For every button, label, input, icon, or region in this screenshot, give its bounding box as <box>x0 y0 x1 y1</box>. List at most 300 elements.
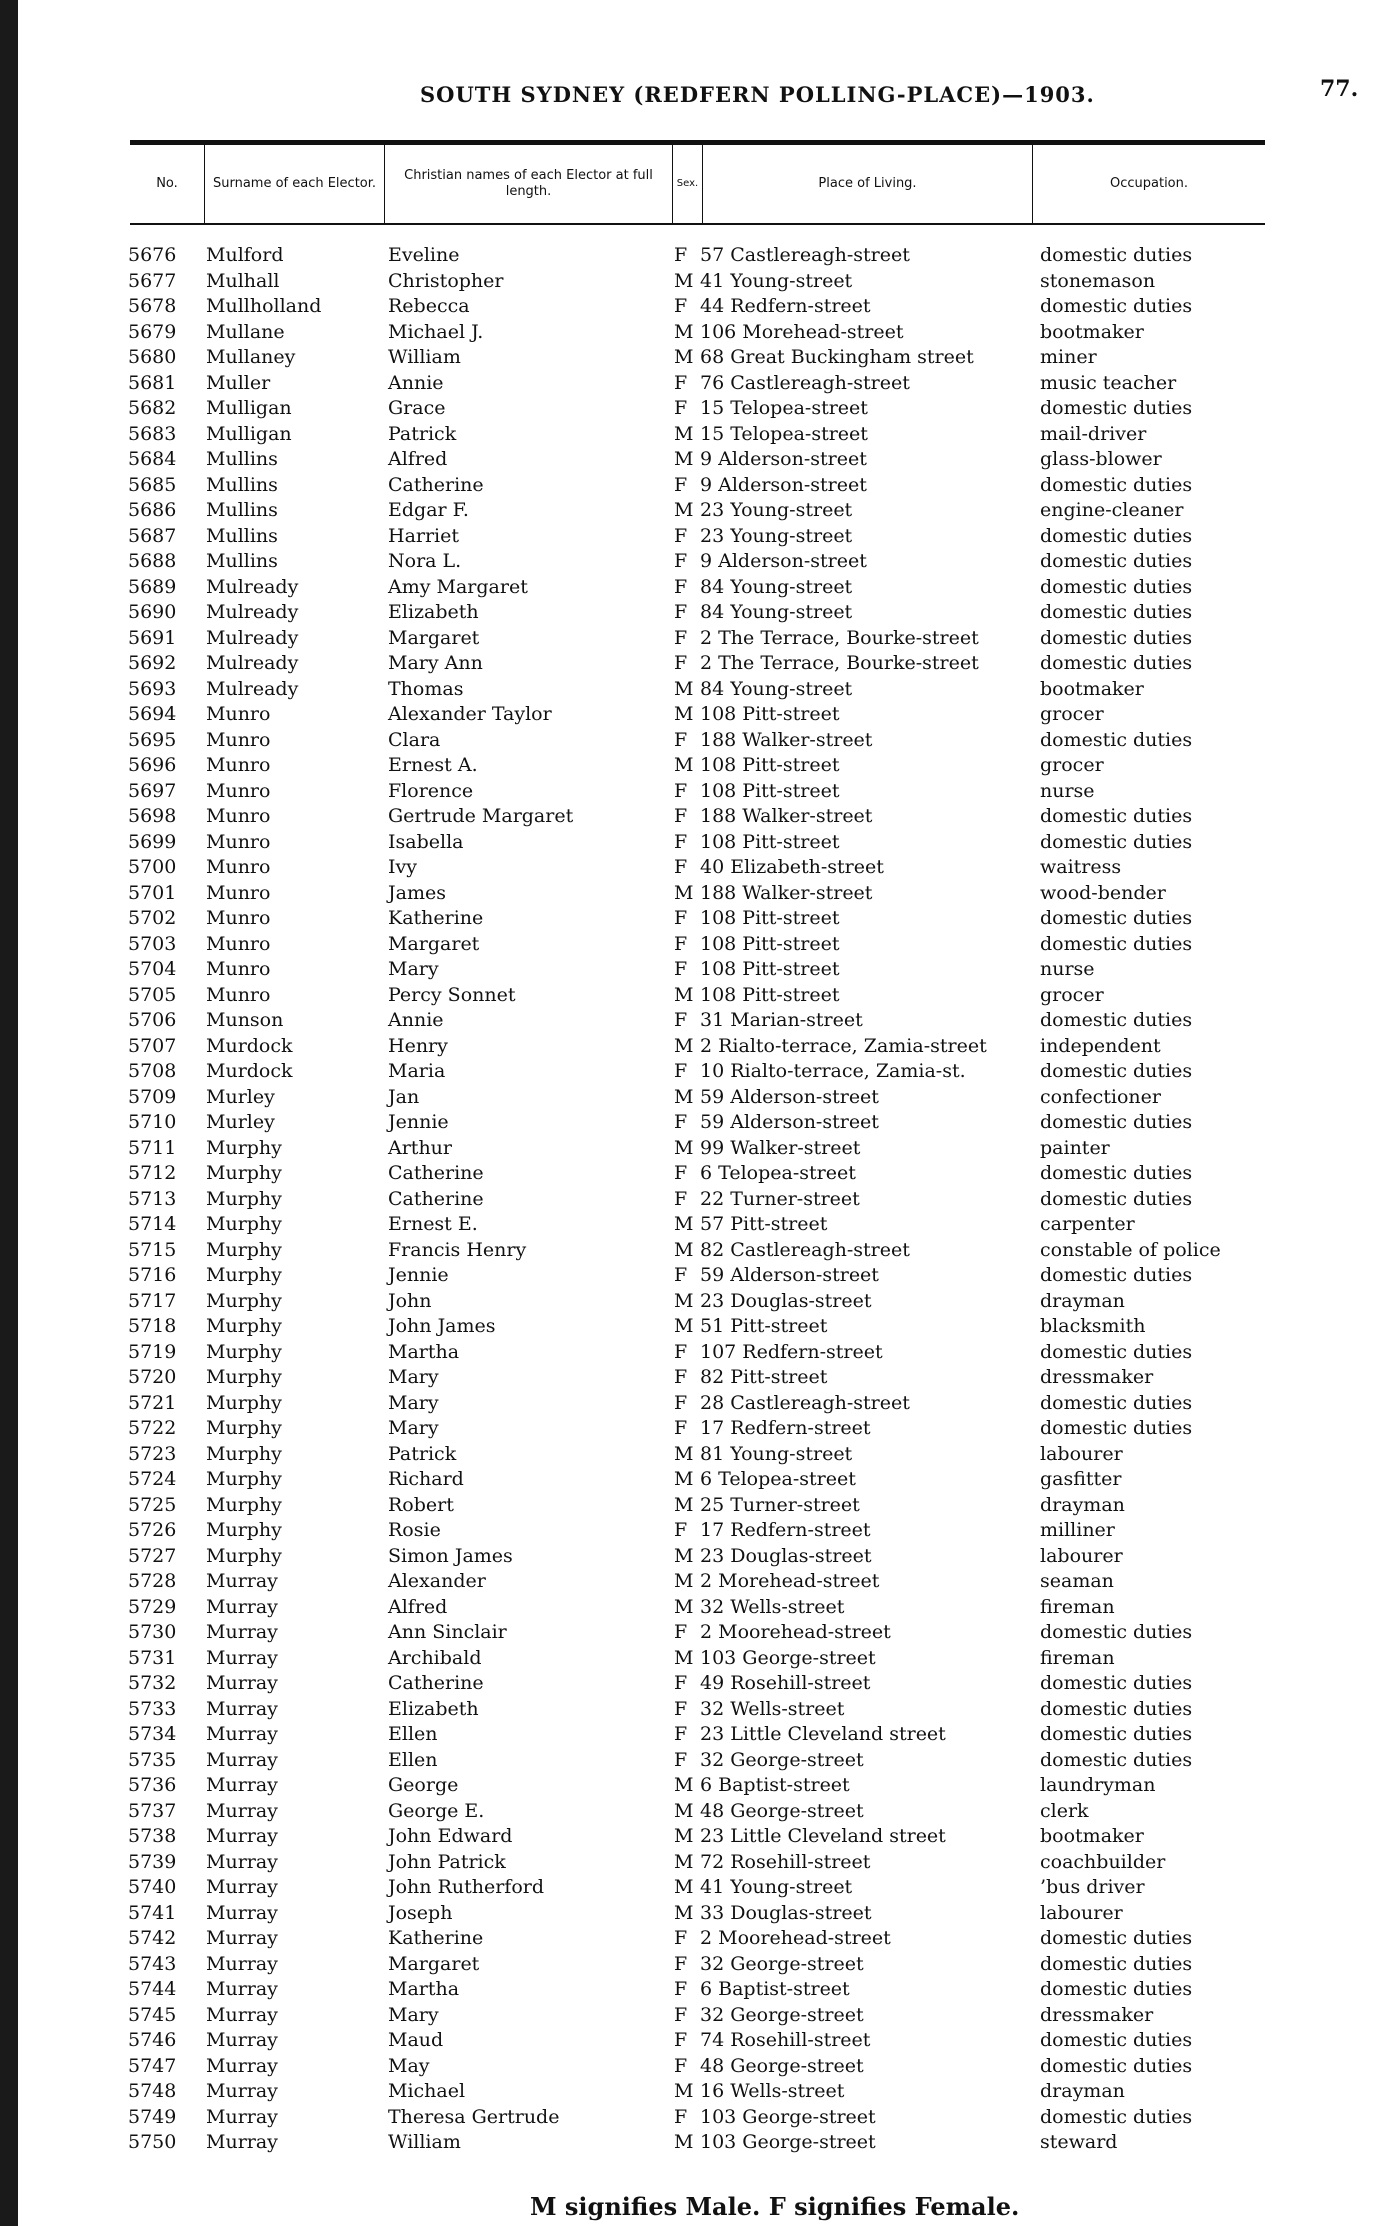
table-row <box>0 1723 1382 1749</box>
table-row <box>0 2106 1382 2132</box>
table-row <box>0 933 1382 959</box>
elector-place-of-living: 17 Redfern-street <box>700 1519 871 1541</box>
elector-number: 5737 <box>128 1799 177 1822</box>
elector-occupation: coachbuilder <box>1040 1850 1166 1873</box>
elector-occupation: domestic duties <box>1040 1723 1193 1745</box>
elector-surname: Murray <box>206 1978 278 2000</box>
elector-number: 5676 <box>128 244 177 266</box>
elector-place-of-living: 32 George-street <box>700 1952 864 1975</box>
elector-christian-names: Jennie <box>388 1111 449 1133</box>
elector-place-of-living: 81 Young-street <box>700 1442 853 1465</box>
elector-sex: F <box>674 371 688 394</box>
elector-number: 5730 <box>128 1621 177 1643</box>
elector-number: 5688 <box>128 550 177 572</box>
elector-surname: Murray <box>206 1825 278 1847</box>
elector-occupation: nurse <box>1040 779 1095 802</box>
elector-sex: M <box>674 346 694 368</box>
elector-christian-names: Patrick <box>388 422 457 445</box>
elector-sex: F <box>674 1978 688 2000</box>
elector-number: 5681 <box>128 371 177 394</box>
elector-surname: Mulready <box>206 626 299 649</box>
header-no: No. <box>130 145 205 223</box>
elector-occupation: domestic duties <box>1040 728 1193 751</box>
table-row <box>0 1188 1382 1214</box>
elector-number: 5692 <box>128 652 177 674</box>
elector-sex: M <box>674 881 694 904</box>
elector-christian-names: Ernest A. <box>388 754 478 776</box>
elector-sex: F <box>674 244 688 266</box>
elector-surname: Murphy <box>206 1264 282 1286</box>
table-row <box>0 703 1382 729</box>
table-row <box>0 1239 1382 1265</box>
table-row <box>0 1698 1382 1724</box>
elector-surname: Munro <box>206 703 271 725</box>
table-row <box>0 1545 1382 1571</box>
elector-place-of-living: 51 Pitt-street <box>700 1315 828 1337</box>
elector-surname: Murphy <box>206 1468 282 1490</box>
table-row <box>0 1953 1382 1979</box>
table-row <box>0 270 1382 296</box>
elector-occupation: domestic duties <box>1040 1621 1193 1643</box>
elector-christian-names: Richard <box>388 1468 464 1490</box>
table-row <box>0 1774 1382 1800</box>
elector-christian-names: May <box>388 2054 430 2077</box>
elector-sex: M <box>674 1213 694 1235</box>
elector-christian-names: Simon James <box>388 1544 513 1567</box>
table-row <box>0 1009 1382 1035</box>
elector-occupation: miner <box>1040 346 1097 368</box>
elector-number: 5741 <box>128 1901 177 1924</box>
table-row <box>0 2131 1382 2157</box>
elector-place-of-living: 23 Douglas-street <box>700 1544 872 1567</box>
elector-number: 5743 <box>128 1952 177 1975</box>
elector-number: 5739 <box>128 1850 177 1873</box>
elector-christian-names: Ann Sinclair <box>388 1621 507 1643</box>
elector-place-of-living: 57 Castlereagh-street <box>700 244 910 266</box>
elector-christian-names: Katherine <box>388 907 484 929</box>
elector-sex: F <box>674 2054 688 2077</box>
table-row <box>0 321 1382 347</box>
elector-occupation: domestic duties <box>1040 932 1193 955</box>
elector-sex: F <box>674 1162 688 1184</box>
table-row <box>0 499 1382 525</box>
elector-occupation: waitress <box>1040 856 1122 878</box>
elector-surname: Murray <box>206 1952 278 1975</box>
elector-roll <box>0 244 1382 2157</box>
elector-occupation: drayman <box>1040 2080 1125 2102</box>
elector-number: 5725 <box>128 1493 177 1516</box>
elector-surname: Murray <box>206 1876 278 1898</box>
header-sex: Sex. <box>673 145 703 223</box>
elector-christian-names: Amy Margaret <box>388 575 528 598</box>
elector-christian-names: Ernest E. <box>388 1213 478 1235</box>
table-row <box>0 1035 1382 1061</box>
table-row <box>0 1315 1382 1341</box>
elector-christian-names: Martha <box>388 1340 460 1363</box>
elector-christian-names: Henry <box>388 1034 448 1057</box>
elector-place-of-living: 103 George-street <box>700 2131 876 2153</box>
elector-christian-names: Harriet <box>388 524 460 547</box>
elector-number: 5694 <box>128 703 177 725</box>
elector-number: 5680 <box>128 346 177 368</box>
elector-number: 5732 <box>128 1672 177 1694</box>
elector-number: 5749 <box>128 2105 177 2128</box>
elector-sex: F <box>674 932 688 955</box>
elector-number: 5703 <box>128 932 177 955</box>
table-row <box>0 372 1382 398</box>
elector-christian-names: Alfred <box>388 1595 448 1618</box>
elector-number: 5734 <box>128 1723 177 1745</box>
table-row <box>0 1366 1382 1392</box>
elector-sex: M <box>674 2131 694 2153</box>
elector-place-of-living: 9 Alderson-street <box>700 473 867 496</box>
elector-occupation: blacksmith <box>1040 1315 1146 1337</box>
table-row <box>0 1876 1382 1902</box>
elector-christian-names: William <box>388 346 461 368</box>
elector-christian-names: Catherine <box>388 1672 484 1694</box>
table-row <box>0 1825 1382 1851</box>
elector-christian-names: Elizabeth <box>388 601 479 623</box>
elector-place-of-living: 2 Moorehead-street <box>700 1927 891 1949</box>
elector-christian-names: Percy Sonnet <box>388 983 516 1006</box>
elector-christian-names: Alfred <box>388 448 448 470</box>
elector-surname: Murphy <box>206 1289 282 1312</box>
elector-number: 5720 <box>128 1366 177 1388</box>
elector-christian-names: Annie <box>388 1009 444 1031</box>
elector-surname: Mullaney <box>206 346 296 368</box>
elector-occupation: milliner <box>1040 1519 1115 1541</box>
elector-surname: Munro <box>206 932 271 955</box>
elector-occupation: drayman <box>1040 1493 1125 1516</box>
table-row <box>0 295 1382 321</box>
elector-surname: Munson <box>206 1009 284 1031</box>
elector-sex: M <box>674 1595 694 1618</box>
elector-place-of-living: 9 Alderson-street <box>700 448 867 470</box>
elector-christian-names: Catherine <box>388 473 484 496</box>
elector-occupation: labourer <box>1040 1901 1123 1924</box>
elector-surname: Mullane <box>206 320 285 343</box>
elector-christian-names: Alexander <box>388 1570 486 1592</box>
table-row <box>0 831 1382 857</box>
table-row <box>0 678 1382 704</box>
elector-surname: Murray <box>206 1595 278 1618</box>
elector-place-of-living: 84 Young-street <box>700 677 853 700</box>
elector-surname: Murray <box>206 1697 278 1720</box>
elector-place-of-living: 68 Great Buckingham street <box>700 346 974 368</box>
elector-surname: Murray <box>206 2105 278 2128</box>
table-row <box>0 805 1382 831</box>
elector-christian-names: James <box>388 881 446 904</box>
elector-surname: Murphy <box>206 1366 282 1388</box>
elector-place-of-living: 33 Douglas-street <box>700 1901 872 1924</box>
page-number: 77. <box>1320 76 1359 102</box>
elector-occupation: stonemason <box>1040 269 1156 292</box>
elector-christian-names: Mary <box>388 958 439 980</box>
elector-christian-names: Edgar F. <box>388 499 469 521</box>
elector-christian-names: Christopher <box>388 269 504 292</box>
elector-sex: F <box>674 1927 688 1949</box>
elector-occupation: domestic duties <box>1040 2105 1193 2128</box>
elector-occupation: domestic duties <box>1040 575 1193 598</box>
elector-christian-names: Mary Ann <box>388 652 483 674</box>
elector-place-of-living: 188 Walker-street <box>700 881 873 904</box>
elector-sex: M <box>674 1315 694 1337</box>
elector-number: 5711 <box>128 1136 177 1159</box>
elector-surname: Munro <box>206 754 271 776</box>
elector-surname: Murray <box>206 1748 278 1771</box>
elector-sex: M <box>674 1468 694 1490</box>
elector-sex: M <box>674 1901 694 1924</box>
elector-number: 5724 <box>128 1468 177 1490</box>
elector-sex: F <box>674 1366 688 1388</box>
elector-number: 5722 <box>128 1417 177 1439</box>
elector-sex: F <box>674 805 688 827</box>
elector-sex: F <box>674 958 688 980</box>
elector-place-of-living: 28 Castlereagh-street <box>700 1391 910 1414</box>
elector-occupation: domestic duties <box>1040 524 1193 547</box>
elector-place-of-living: 41 Young-street <box>700 1876 853 1898</box>
elector-number: 5697 <box>128 779 177 802</box>
elector-sex: F <box>674 2105 688 2128</box>
table-row <box>0 652 1382 678</box>
elector-number: 5717 <box>128 1289 177 1312</box>
elector-number: 5713 <box>128 1187 177 1210</box>
elector-number: 5716 <box>128 1264 177 1286</box>
elector-number: 5727 <box>128 1544 177 1567</box>
elector-surname: Murphy <box>206 1238 282 1261</box>
elector-number: 5682 <box>128 397 177 419</box>
elector-surname: Murdock <box>206 1060 293 1082</box>
elector-surname: Murley <box>206 1085 275 1108</box>
elector-place-of-living: 6 Baptist-street <box>700 1978 850 2000</box>
elector-sex: M <box>674 1799 694 1822</box>
table-row <box>0 1494 1382 1520</box>
elector-sex: F <box>674 1723 688 1745</box>
elector-place-of-living: 59 Alderson-street <box>700 1264 879 1286</box>
elector-occupation: confectioner <box>1040 1085 1161 1108</box>
elector-number: 5719 <box>128 1340 177 1363</box>
elector-number: 5735 <box>128 1748 177 1771</box>
elector-occupation: fireman <box>1040 1595 1115 1618</box>
elector-surname: Munro <box>206 881 271 904</box>
elector-surname: Mulready <box>206 677 299 700</box>
elector-occupation: domestic duties <box>1040 473 1193 496</box>
elector-christian-names: William <box>388 2131 461 2153</box>
elector-sex: F <box>674 1391 688 1414</box>
elector-number: 5696 <box>128 754 177 776</box>
elector-occupation: domestic duties <box>1040 1264 1193 1286</box>
elector-place-of-living: 32 George-street <box>700 2003 864 2026</box>
elector-sex: F <box>674 2003 688 2026</box>
table-row <box>0 1213 1382 1239</box>
elector-surname: Murray <box>206 1774 278 1796</box>
elector-sex: F <box>674 601 688 623</box>
elector-surname: Munro <box>206 958 271 980</box>
elector-sex: M <box>674 2080 694 2102</box>
elector-occupation: mail-driver <box>1040 422 1147 445</box>
elector-sex: M <box>674 754 694 776</box>
elector-sex: F <box>674 1187 688 1210</box>
elector-occupation: dressmaker <box>1040 2003 1154 2026</box>
elector-occupation: ’bus driver <box>1040 1876 1145 1898</box>
elector-number: 5723 <box>128 1442 177 1465</box>
elector-place-of-living: 32 Wells-street <box>700 1697 845 1720</box>
elector-number: 5687 <box>128 524 177 547</box>
elector-occupation: music teacher <box>1040 371 1177 394</box>
elector-sex: M <box>674 1136 694 1159</box>
elector-number: 5726 <box>128 1519 177 1541</box>
elector-sex: M <box>674 983 694 1006</box>
elector-sex: F <box>674 1748 688 1771</box>
elector-sex: M <box>674 1825 694 1847</box>
elector-sex: F <box>674 728 688 751</box>
elector-christian-names: Theresa Gertrude <box>388 2105 560 2128</box>
table-row <box>0 1647 1382 1673</box>
elector-christian-names: Francis Henry <box>388 1238 527 1261</box>
elector-place-of-living: 108 Pitt-street <box>700 983 840 1006</box>
elector-place-of-living: 76 Castlereagh-street <box>700 371 910 394</box>
elector-occupation: grocer <box>1040 983 1104 1006</box>
elector-occupation: grocer <box>1040 703 1104 725</box>
table-row <box>0 754 1382 780</box>
elector-surname: Murray <box>206 2131 278 2153</box>
elector-christian-names: Michael <box>388 2080 466 2102</box>
elector-place-of-living: 103 George-street <box>700 1646 876 1669</box>
elector-surname: Murray <box>206 2003 278 2026</box>
elector-place-of-living: 23 Young-street <box>700 499 853 521</box>
table-row <box>0 346 1382 372</box>
elector-surname: Murphy <box>206 1162 282 1184</box>
elector-christian-names: Rosie <box>388 1519 441 1541</box>
elector-place-of-living: 23 Douglas-street <box>700 1289 872 1312</box>
elector-occupation: fireman <box>1040 1646 1115 1669</box>
elector-sex: F <box>674 626 688 649</box>
elector-place-of-living: 2 The Terrace, Bourke-street <box>700 626 979 649</box>
elector-sex: F <box>674 1621 688 1643</box>
elector-occupation: painter <box>1040 1136 1110 1159</box>
elector-number: 5736 <box>128 1774 177 1796</box>
elector-place-of-living: 31 Marian-street <box>700 1009 863 1031</box>
elector-number: 5733 <box>128 1697 177 1720</box>
table-row <box>0 1443 1382 1469</box>
elector-sex: M <box>674 1442 694 1465</box>
elector-number: 5718 <box>128 1315 177 1337</box>
elector-occupation: domestic duties <box>1040 652 1193 674</box>
elector-christian-names: George E. <box>388 1799 485 1822</box>
elector-surname: Mulhall <box>206 269 280 292</box>
elector-christian-names: Annie <box>388 371 444 394</box>
table-row <box>0 1086 1382 1112</box>
elector-sex: M <box>674 422 694 445</box>
elector-place-of-living: 106 Morehead-street <box>700 320 904 343</box>
elector-number: 5702 <box>128 907 177 929</box>
table-row <box>0 1162 1382 1188</box>
table-row <box>0 1060 1382 1086</box>
table-row <box>0 448 1382 474</box>
elector-sex: F <box>674 652 688 674</box>
elector-occupation: domestic duties <box>1040 1927 1193 1949</box>
elector-occupation: domestic duties <box>1040 1978 1193 2000</box>
elector-occupation: bootmaker <box>1040 677 1144 700</box>
elector-number: 5748 <box>128 2080 177 2102</box>
elector-surname: Murray <box>206 1927 278 1949</box>
table-row <box>0 1902 1382 1928</box>
elector-number: 5740 <box>128 1876 177 1898</box>
elector-place-of-living: 188 Walker-street <box>700 728 873 751</box>
elector-surname: Mulligan <box>206 397 292 419</box>
table-row <box>0 1927 1382 1953</box>
table-header <box>130 140 1265 225</box>
elector-place-of-living: 74 Rosehill-street <box>700 2029 871 2051</box>
sex-legend: M signifies Male. F signifies Female. <box>530 2192 1020 2221</box>
elector-occupation: domestic duties <box>1040 626 1193 649</box>
header-surname: Surname of each Elector. <box>205 145 385 223</box>
elector-sex: F <box>674 856 688 878</box>
elector-occupation: constable of police <box>1040 1238 1221 1261</box>
elector-christian-names: Archibald <box>388 1646 482 1669</box>
elector-christian-names: Ivy <box>388 856 417 878</box>
elector-number: 5728 <box>128 1570 177 1592</box>
elector-surname: Mullins <box>206 550 278 572</box>
elector-surname: Mulready <box>206 652 299 674</box>
table-row <box>0 1468 1382 1494</box>
elector-sex: M <box>674 1493 694 1516</box>
table-row <box>0 2055 1382 2081</box>
elector-occupation: domestic duties <box>1040 2029 1193 2051</box>
elector-place-of-living: 2 Morehead-street <box>700 1570 880 1592</box>
elector-occupation: domestic duties <box>1040 1748 1193 1771</box>
table-row <box>0 1672 1382 1698</box>
elector-sex: F <box>674 1672 688 1694</box>
elector-place-of-living: 82 Pitt-street <box>700 1366 828 1388</box>
elector-number: 5709 <box>128 1085 177 1108</box>
elector-christian-names: Elizabeth <box>388 1697 479 1720</box>
elector-number: 5691 <box>128 626 177 649</box>
elector-sex: M <box>674 1238 694 1261</box>
table-row <box>0 525 1382 551</box>
elector-christian-names: Margaret <box>388 626 480 649</box>
elector-surname: Murley <box>206 1111 275 1133</box>
elector-christian-names: Maud <box>388 2029 444 2051</box>
elector-sex: F <box>674 1697 688 1720</box>
elector-surname: Murray <box>206 2029 278 2051</box>
elector-number: 5698 <box>128 805 177 827</box>
elector-sex: F <box>674 473 688 496</box>
elector-occupation: domestic duties <box>1040 1672 1193 1694</box>
elector-surname: Mullholland <box>206 295 322 317</box>
elector-christian-names: Robert <box>388 1493 454 1516</box>
elector-number: 5678 <box>128 295 177 317</box>
elector-place-of-living: 23 Little Cleveland street <box>700 1723 946 1745</box>
elector-sex: F <box>674 1952 688 1975</box>
elector-christian-names: Jan <box>388 1085 420 1108</box>
table-row <box>0 550 1382 576</box>
elector-christian-names: Margaret <box>388 932 480 955</box>
elector-place-of-living: 15 Telopea-street <box>700 397 868 419</box>
elector-occupation: gasfitter <box>1040 1468 1122 1490</box>
table-row <box>0 1851 1382 1877</box>
elector-number: 5706 <box>128 1009 177 1031</box>
elector-number: 5708 <box>128 1060 177 1082</box>
elector-christian-names: Catherine <box>388 1187 484 1210</box>
elector-surname: Murray <box>206 2054 278 2077</box>
elector-christian-names: George <box>388 1774 459 1796</box>
elector-christian-names: John Patrick <box>388 1850 506 1873</box>
table-row <box>0 601 1382 627</box>
elector-number: 5695 <box>128 728 177 751</box>
elector-surname: Murphy <box>206 1417 282 1439</box>
elector-number: 5747 <box>128 2054 177 2077</box>
